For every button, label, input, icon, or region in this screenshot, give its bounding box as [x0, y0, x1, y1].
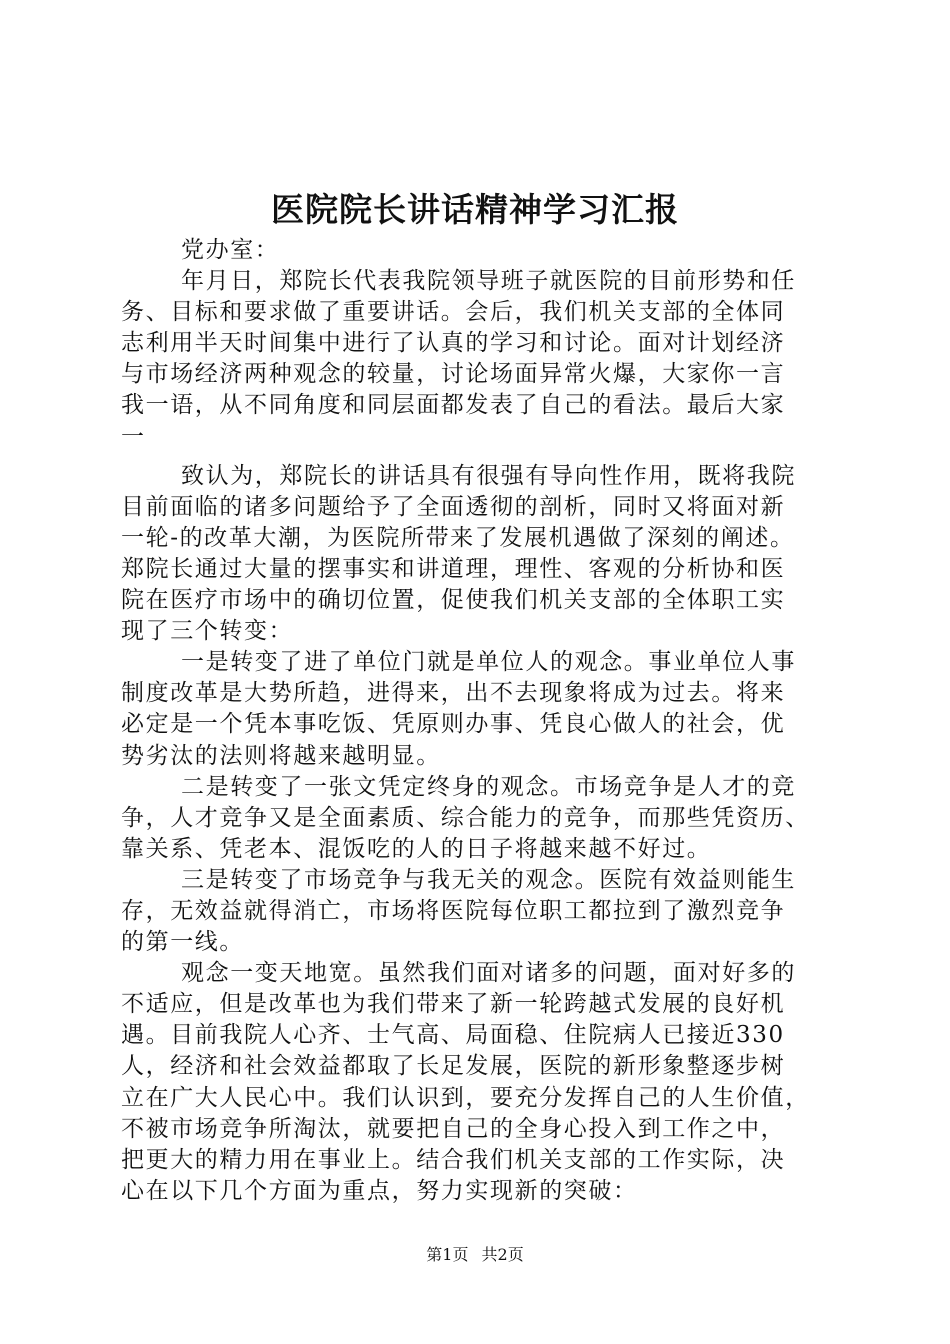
paragraph-line: 郑院长通过大量的摆事实和讲道理，理性、客观的分析协和医	[121, 555, 786, 582]
paragraph-line: 把更大的精力用在事业上。结合我们机关支部的工作实际，决	[121, 1146, 786, 1173]
paragraph-line: 与市场经济两种观念的较量，讨论场面异常火爆，大家你一言	[121, 361, 786, 388]
paragraph-line: 不适应，但是改革也为我们带来了新一轮跨越式发展的良好机	[121, 991, 786, 1018]
paragraph-line: 院在医疗市场中的确切位置，促使我们机关支部的全体职工实	[121, 587, 786, 614]
paragraph-line: 二是转变了一张文凭定终身的观念。市场竞争是人才的竞	[181, 773, 796, 800]
paragraph-line: 必定是一个凭本事吃饭、凭原则办事、凭良心做人的社会，优	[121, 711, 786, 738]
paragraph-line: 心在以下几个方面为重点，努力实现新的突破：	[121, 1177, 638, 1204]
salutation-line: 党办室：	[181, 237, 280, 263]
paragraph-line: 现了三个转变：	[121, 618, 294, 645]
paragraph-line: 靠关系、凭老本、混饭吃的人的日子将越来越不好过。	[121, 835, 712, 862]
page-count: 共2页	[481, 1245, 524, 1264]
paragraph-line: 志利用半天时间集中进行了认真的学习和讨论。面对计划经济	[121, 330, 786, 357]
page-footer	[0, 1244, 950, 1266]
document-body	[121, 235, 833, 1207]
paragraph-line: 一	[121, 423, 146, 450]
paragraph-line: 人，经济和社会效益都取了长足发展，医院的新形象整逐步树	[121, 1053, 786, 1080]
paragraph-line: 一轮-的改革大潮，为医院所带来了发展机遇做了深刻的阐述。	[121, 524, 795, 551]
paragraph-line: 目前面临的诸多问题给予了全面透彻的剖析，同时又将面对新	[121, 493, 786, 520]
paragraph-line: 制度改革是大势所趋，进得来，出不去现象将成为过去。将来	[121, 680, 786, 707]
paragraph-gap	[121, 453, 833, 461]
paragraph-line: 不被市场竞争所淘汰，就要把自己的全身心投入到工作之中，	[121, 1115, 786, 1142]
paragraph-line: 年月日，郑院长代表我院领导班子就医院的目前形势和任	[181, 268, 796, 295]
paragraph-line: 我一语，从不同角度和同层面都发表了自己的看法。最后大家	[121, 392, 786, 419]
paragraph-line: 争，人才竞争又是全面素质、综合能力的竞争，而那些凭资历、	[121, 804, 810, 831]
paragraph-line: 的第一线。	[121, 929, 244, 956]
page-number: 第1页	[426, 1245, 469, 1264]
paragraph-line: 势劣汰的法则将越来越明显。	[121, 742, 441, 769]
paragraph-line: 存，无效益就得消亡，市场将医院每位职工都拉到了激烈竞争	[121, 897, 786, 924]
paragraph-line: 务、目标和要求做了重要讲话。会后，我们机关支部的全体同	[121, 299, 786, 326]
paragraph-line: 观念一变天地宽。虽然我们面对诸多的问题，面对好多的	[181, 960, 796, 987]
paragraph-line: 立在广大人民心中。我们认识到，要充分发挥自己的人生价值，	[121, 1084, 810, 1111]
paragraph-line: 一是转变了进了单位门就是单位人的观念。事业单位人事	[181, 649, 796, 676]
paragraph-line: 遇。目前我院人心齐、士气高、局面稳、住院病人已接近330	[121, 1022, 785, 1049]
paragraph-line: 致认为，郑院长的讲话具有很强有导向性作用，既将我院	[181, 462, 796, 489]
paragraph-line: 三是转变了市场竞争与我无关的观念。医院有效益则能生	[181, 866, 796, 893]
document-title: 医院院长讲话精神学习汇报	[271, 190, 679, 229]
